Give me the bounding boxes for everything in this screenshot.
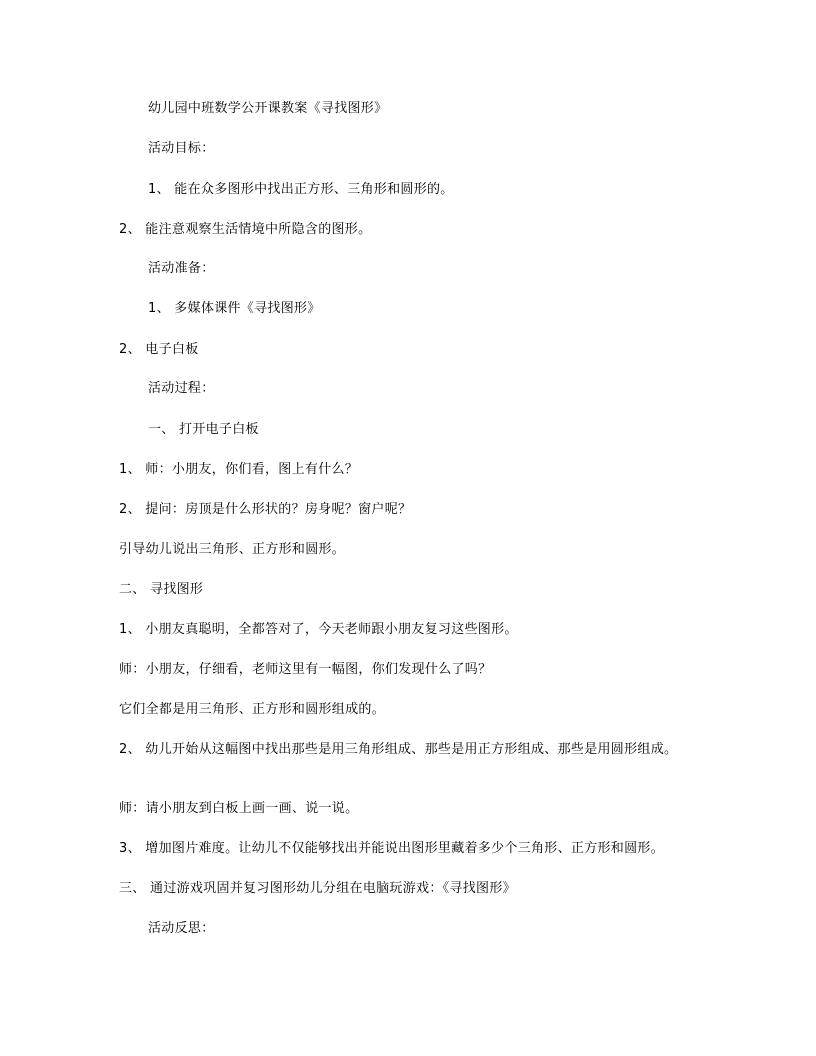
step-one-item-3: 引导幼儿说出三角形、正方形和圆形。: [119, 542, 346, 557]
step-one-item-2: 2、 提问：房顶是什么形状的？房身呢？窗户呢？: [119, 502, 412, 517]
step-two-item-6: 3、 增加图片难度。让幼儿不仅能够找出并能说出图形里藏着多少个三角形、正方形和圆形。: [119, 841, 665, 856]
step-one-heading: 一、 打开电子白板: [148, 422, 259, 437]
step-two-heading: 二、 寻找图形: [119, 582, 204, 597]
prep-heading: 活动准备：: [148, 261, 215, 276]
step-two-item-5: 师：请小朋友到白板上画一画、说一说。: [119, 801, 359, 816]
goal-item-1: 1、 能在众多图形中找出正方形、三角形和圆形的。: [148, 182, 454, 197]
document-title: 幼儿园中班数学公开课教案《寻找图形》: [148, 101, 388, 116]
prep-item-2: 2、 电子白板: [119, 342, 199, 357]
step-two-item-3: 它们全都是用三角形、正方形和圆形组成的。: [119, 702, 386, 717]
goal-heading: 活动目标：: [148, 141, 215, 156]
step-three-heading: 三、 通过游戏巩固并复习图形幼儿分组在电脑玩游戏：《寻找图形》: [119, 881, 516, 896]
goal-item-2: 2、 能注意观察生活情境中所隐含的图形。: [119, 222, 372, 237]
reflection-heading: 活动反思：: [148, 921, 215, 936]
step-two-item-2: 师：小朋友，仔细看，老师这里有一幅图，你们发现什么了吗？: [119, 662, 492, 677]
process-heading: 活动过程：: [148, 381, 215, 396]
step-two-item-1: 1、 小朋友真聪明，全都答对了，今天老师跟小朋友复习这些图形。: [119, 622, 518, 637]
step-one-item-1: 1、 师：小朋友，你们看，图上有什么？: [119, 462, 359, 477]
step-two-item-4: 2、 幼儿开始从这幅图中找出那些是用三角形组成、那些是用正方形组成、那些是用圆形组成。: [119, 742, 678, 757]
prep-item-1: 1、 多媒体课件《寻找图形》: [148, 301, 321, 316]
